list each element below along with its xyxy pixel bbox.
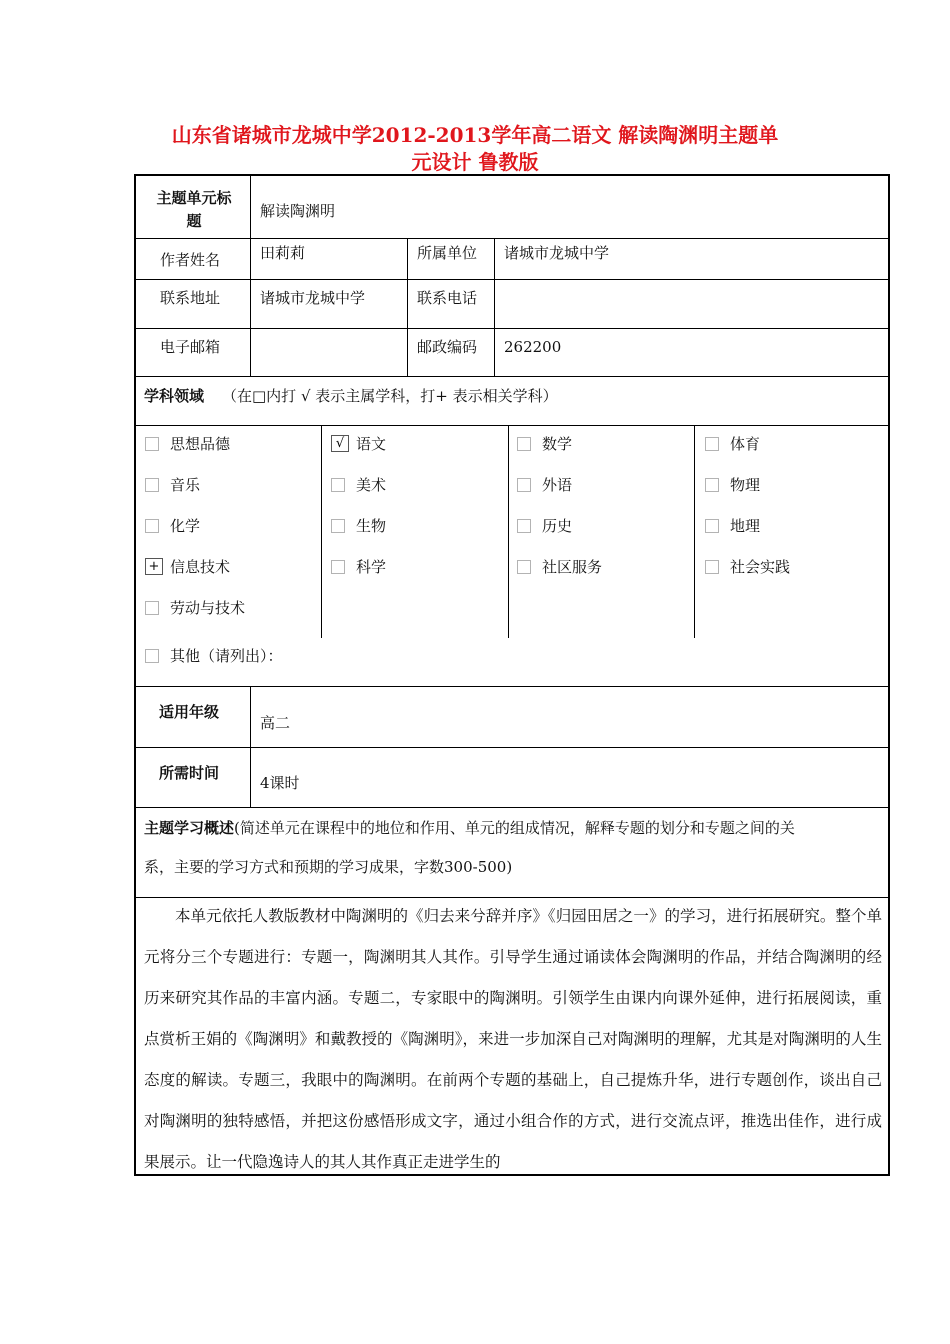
unit-title-label: 主题单元标题 <box>156 189 232 230</box>
unit-value: 诸城市龙城中学 <box>504 244 610 262</box>
subject-label: 体育 <box>730 435 761 453</box>
row-divider <box>134 747 890 748</box>
address-value: 诸城市龙城中学 <box>260 289 366 307</box>
column-divider <box>694 425 695 638</box>
address-label: 联系地址 <box>160 289 221 307</box>
author-label: 作者姓名 <box>160 251 221 269</box>
row-divider <box>134 807 890 808</box>
overview-label: 主题学习概述 <box>144 819 235 837</box>
column-divider <box>508 425 509 638</box>
checkbox[interactable] <box>705 478 719 492</box>
subject-label: 外语 <box>542 476 573 494</box>
column-divider <box>407 238 408 377</box>
checkbox[interactable]: + <box>145 558 163 575</box>
row-divider <box>134 328 890 329</box>
subject-label: 劳动与技术 <box>170 599 246 617</box>
email-label: 电子邮箱 <box>160 338 221 356</box>
checkbox[interactable] <box>145 601 159 615</box>
overview-instruction-line-2: 系，主要的学习方式和预期的学习成果，字数300-500) <box>144 858 513 876</box>
checkbox[interactable] <box>145 519 159 533</box>
checkbox[interactable] <box>145 649 159 663</box>
column-divider <box>250 686 251 807</box>
unit-label: 所属单位 <box>417 244 478 262</box>
checkbox[interactable]: √ <box>331 435 349 452</box>
subject-label: 数学 <box>542 435 573 453</box>
subject-label: 生物 <box>356 517 387 535</box>
checkbox[interactable] <box>705 560 719 574</box>
subject-label: 社会实践 <box>730 558 791 576</box>
checkbox[interactable] <box>331 478 345 492</box>
time-value: 4课时 <box>260 774 300 792</box>
subject-label: 音乐 <box>170 476 201 494</box>
row-divider <box>134 425 890 426</box>
subject-label: 地理 <box>730 517 761 535</box>
subject-label: 信息技术 <box>170 558 231 576</box>
grade-value: 高二 <box>260 714 291 732</box>
checkbox[interactable] <box>705 519 719 533</box>
checkbox[interactable] <box>517 519 531 533</box>
document-title-line-1: 山东省诸城市龙城中学2012-2013学年高二语文 解读陶渊明主题单 <box>171 123 779 147</box>
column-divider <box>250 174 251 377</box>
column-divider <box>494 238 495 377</box>
time-label: 所需时间 <box>159 764 220 782</box>
checkbox[interactable] <box>331 519 345 533</box>
phone-label: 联系电话 <box>417 289 478 307</box>
grade-label: 适用年级 <box>159 703 220 721</box>
other-subject-label: 其他（请列出）： <box>170 647 283 665</box>
subject-area-label: 学科领域 <box>144 387 205 405</box>
overview-instruction-line-1 <box>144 818 795 838</box>
checkbox[interactable] <box>705 437 719 451</box>
subject-label: 化学 <box>170 517 201 535</box>
author-value: 田莉莉 <box>260 244 306 262</box>
checkbox[interactable] <box>145 478 159 492</box>
overview-body: 本单元依托人教版教材中陶渊明的《归去来兮辞并序》《归园田居之一》的学习，进行拓展研究。整个单元将分三个专题进行：专题一，陶渊明其人其作。引导学生通过诵读体会陶渊明的作品，并结合陶渊明的经历来研究其作品的丰富内涵。专题二，专家眼中的陶渊明。引领学生由课内向课外延伸，进行拓展阅读，重点赏析王娟的《陶渊明》和戴教授的《陶渊明》，来进一步加深自己对陶渊明的理解，尤其是对陶渊明的人生态度的解读。专题三，我眼中的陶渊明。在前两个专题的基础上，自己提炼升华，进行专题创作，谈出自己对陶渊明的独特感悟，并把这份感悟形成文字，通过小组合作的方式，进行交流点评，推选出佳作，进行成果展示。让一代隐逸诗人的其人其作真正走进学生的 <box>144 907 882 1171</box>
row-divider <box>134 279 890 280</box>
document-title-line-2: 元设计 鲁教版 <box>411 150 539 174</box>
overview-instruction-text: (简述单元在课程中的地位和作用、单元的组成情况，解释专题的划分和专题之间的关 <box>234 819 795 837</box>
subject-label: 历史 <box>542 517 573 535</box>
subject-label: 语文 <box>356 435 387 453</box>
subject-label: 科学 <box>356 558 387 576</box>
checkbox[interactable] <box>145 437 159 451</box>
checkbox[interactable] <box>517 560 531 574</box>
subject-label: 物理 <box>730 476 761 494</box>
column-divider <box>321 425 322 638</box>
subject-label: 美术 <box>356 476 387 494</box>
subject-area-instruction: （在□内打 √ 表示主属学科，打+ 表示相关学科） <box>222 387 558 405</box>
row-divider <box>134 376 890 377</box>
unit-title-value: 解读陶渊明 <box>260 202 336 220</box>
row-divider <box>134 686 890 687</box>
checkbox[interactable] <box>517 437 531 451</box>
checkbox[interactable] <box>517 478 531 492</box>
postcode-label: 邮政编码 <box>417 338 478 356</box>
postcode-value: 262200 <box>504 338 562 356</box>
subject-label: 思想品德 <box>170 435 231 453</box>
row-divider <box>134 238 890 239</box>
subject-label: 社区服务 <box>542 558 603 576</box>
checkbox[interactable] <box>331 560 345 574</box>
